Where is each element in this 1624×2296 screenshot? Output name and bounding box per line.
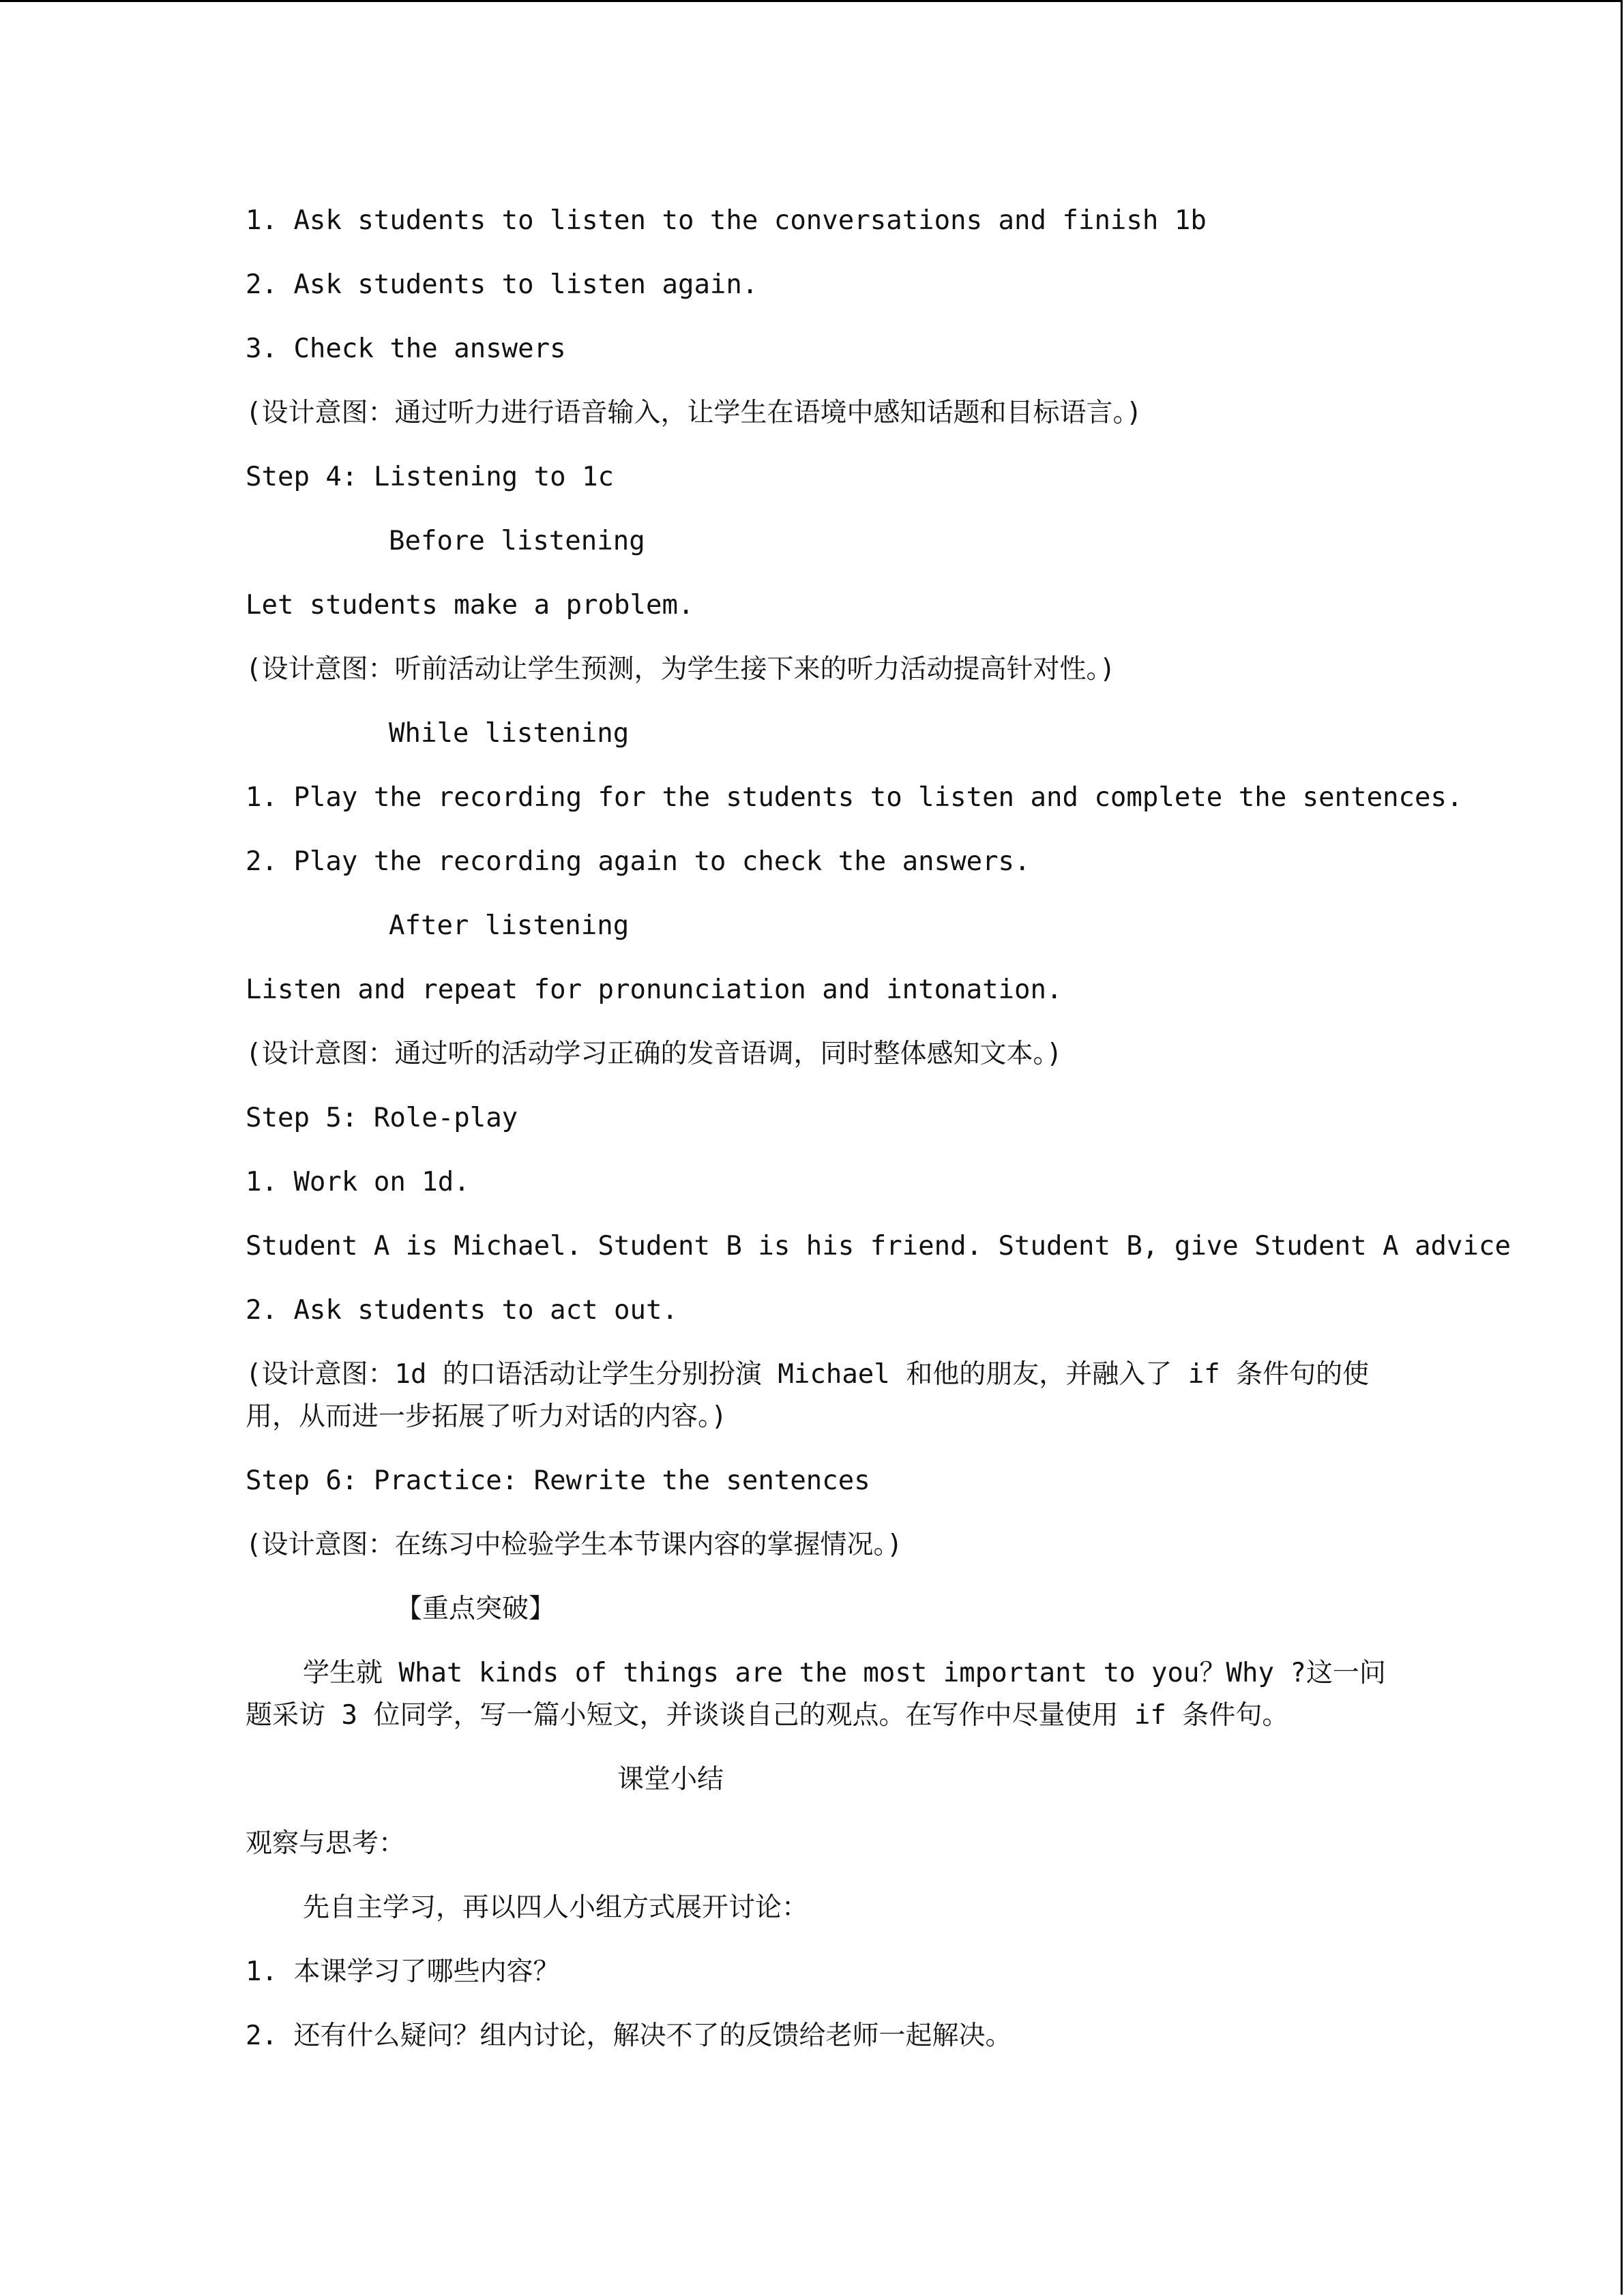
while-listening-item-2: 2. Play the recording again to check the answers. <box>246 846 1031 877</box>
after-listening-heading: After listening <box>389 910 630 941</box>
step-5-heading: Step 5: Role-play <box>246 1103 518 1133</box>
role-play-text: Student A is Michael. Student B is his friend. Student B, give Student A advice <box>246 1231 1511 1262</box>
summary-question-1: 1. 本课学习了哪些内容？ <box>246 1956 560 1987</box>
step-6-heading: Step 6: Practice: Rewrite the sentences <box>246 1465 870 1496</box>
step-item-2: 2. Ask students to listen again. <box>246 269 758 300</box>
design-intent-note: (设计意图：通过听力进行语音输入，让学生在语境中感知话题和目标语言。) <box>246 398 1142 428</box>
while-listening-heading: While listening <box>389 718 630 749</box>
step-4-heading: Step 4: Listening to 1c <box>246 462 615 492</box>
design-intent-note: (设计意图：通过听的活动学习正确的发音语调，同时整体感知文本。) <box>246 1039 1063 1069</box>
key-point-heading: 【重点突破】 <box>396 1594 556 1624</box>
design-intent-note: (设计意图：听前活动让学生预测，为学生接下来的听力活动提高针对性。) <box>246 654 1116 685</box>
discussion-instruction: 先自主学习，再以四人小组方式展开讨论： <box>303 1892 809 1923</box>
document-body <box>246 200 1511 2079</box>
while-listening-item-1: 1. Play the recording for the students to listen and complete the sentences. <box>246 782 1463 813</box>
step-item-1: 1. Ask students to listen to the conversations and finish 1b <box>246 205 1207 236</box>
before-listening-heading: Before listening <box>389 526 645 556</box>
class-summary-heading: 课堂小结 <box>617 1764 724 1795</box>
key-point-paragraph: 学生就 What kinds of things are the most important to you？Why ?这一问题采访 3 位同学，写一篇小短文，并谈谈自己的观点。在写作中尽量使用 if 条件句。 <box>246 1658 1386 1731</box>
observe-think-label: 观察与思考： <box>246 1828 406 1859</box>
role-play-item-2: 2. Ask students to act out. <box>246 1295 678 1326</box>
summary-question-2: 2. 还有什么疑问？组内讨论，解决不了的反馈给老师一起解决。 <box>246 2021 1012 2051</box>
design-intent-note: (设计意图：在练习中检验学生本节课内容的掌握情况。) <box>246 1530 903 1560</box>
step-item-3: 3. Check the answers <box>246 333 566 364</box>
after-listening-text: Listen and repeat for pronunciation and intonation. <box>246 974 1063 1005</box>
design-intent-note: (设计意图：1d 的口语活动让学生分别扮演 Michael 和他的朋友，并融入了 if 条件句的使用，从而进一步拓展了听力对话的内容。) <box>246 1359 1370 1432</box>
role-play-item-1: 1. Work on 1d. <box>246 1167 470 1197</box>
before-listening-text: Let students make a problem. <box>246 590 694 621</box>
